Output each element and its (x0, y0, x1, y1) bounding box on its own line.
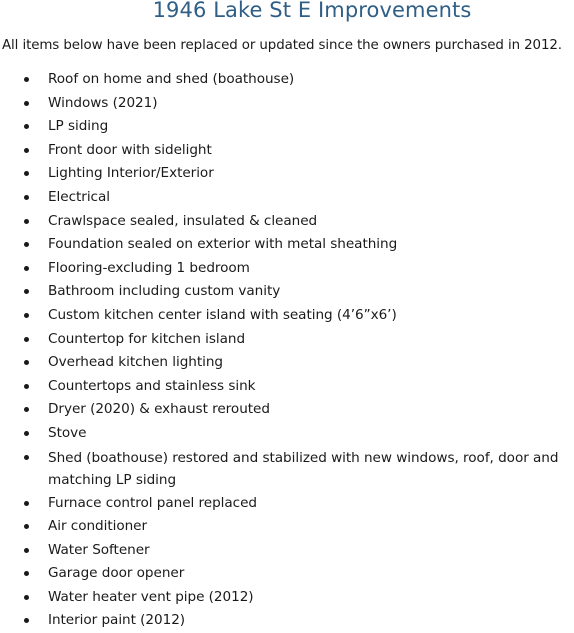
list-item-text: Electrical (48, 188, 110, 205)
bullet-icon (24, 571, 29, 576)
list-item (0, 139, 574, 163)
list-item (0, 422, 574, 446)
bullet-icon (24, 148, 29, 153)
list-item (0, 492, 574, 516)
bullet-icon (24, 431, 29, 436)
list-item (0, 115, 574, 139)
list-item-text: Windows (2021) (48, 94, 158, 111)
list-item-text: Flooring-excluding 1 bedroom (48, 259, 250, 276)
list-item-text: Roof on home and shed (boathouse) (48, 71, 295, 87)
bullet-icon (24, 384, 29, 389)
list-item (0, 539, 574, 563)
list-item-text: Overhead kitchen lighting (48, 354, 223, 371)
list-item (0, 92, 574, 116)
list-item (0, 351, 574, 375)
list-item (0, 210, 574, 234)
bullet-icon (24, 195, 29, 200)
list-item-text: Lighting Interior/Exterior (48, 165, 214, 182)
bullet-icon (24, 289, 29, 294)
bullet-icon (24, 242, 29, 247)
list-item (0, 375, 574, 399)
list-item (0, 68, 574, 92)
list-item-text: LP siding (48, 118, 109, 135)
bullet-icon (24, 524, 29, 529)
bullet-icon (24, 266, 29, 271)
list-item (0, 186, 574, 210)
list-item (0, 446, 560, 492)
bullet-icon (24, 407, 29, 412)
list-item-text: Water Softener (48, 541, 150, 558)
list-item (0, 257, 574, 281)
bullet-icon (24, 219, 29, 224)
bullet-icon (24, 77, 29, 82)
list-item-text: Crawlspace sealed, insulated & cleaned (48, 212, 318, 229)
bullet-icon (24, 501, 29, 506)
list-item-text: Countertops and stainless sink (48, 377, 256, 394)
bullet-icon (24, 124, 29, 129)
list-item (0, 398, 574, 422)
page-title: 1946 Lake St E Improvements (152, 0, 472, 22)
list-item-text: Dryer (2020) & exhaust rerouted (48, 401, 270, 418)
list-item-text: Stove (48, 424, 87, 441)
bullet-icon (24, 548, 29, 553)
list-item-text: Furnace control panel replaced (48, 494, 257, 511)
list-item (0, 328, 574, 352)
list-item-text: Countertop for kitchen island (48, 330, 246, 347)
bullet-icon (24, 337, 29, 342)
bullet-icon (24, 101, 29, 106)
bullet-icon (24, 455, 29, 460)
list-item-text: Foundation sealed on exterior with metal sheathing (48, 236, 398, 253)
list-item (0, 609, 574, 633)
bullet-icon (24, 360, 29, 365)
list-item-text: Interior paint (2012) (48, 612, 186, 629)
list-item-text: Water heater vent pipe (2012) (48, 588, 254, 605)
list-item (0, 280, 574, 304)
list-item (0, 515, 574, 539)
bullet-icon (24, 618, 29, 623)
list-item (0, 162, 574, 186)
list-item-text: Front door with sidelight (48, 141, 212, 158)
bullet-icon (24, 171, 29, 176)
improvements-list (0, 68, 574, 633)
list-item (0, 304, 574, 328)
list-item-text: Shed (boathouse) restored and stabilized with new windows, roof, door and matching LP siding (48, 449, 559, 488)
list-item-text: Bathroom including custom vanity (48, 283, 281, 300)
list-item (0, 233, 574, 257)
bullet-icon (24, 595, 29, 600)
list-item (0, 586, 574, 610)
bullet-icon (24, 313, 29, 318)
list-item-text: Garage door opener (48, 565, 185, 582)
intro-text: All items below have been replaced or updated since the owners purchased in 2012. (2, 38, 562, 53)
list-item (0, 562, 574, 586)
list-item-text: Air conditioner (48, 518, 148, 535)
list-item-text: Custom kitchen center island with seating (4’6”x6’) (48, 306, 397, 323)
